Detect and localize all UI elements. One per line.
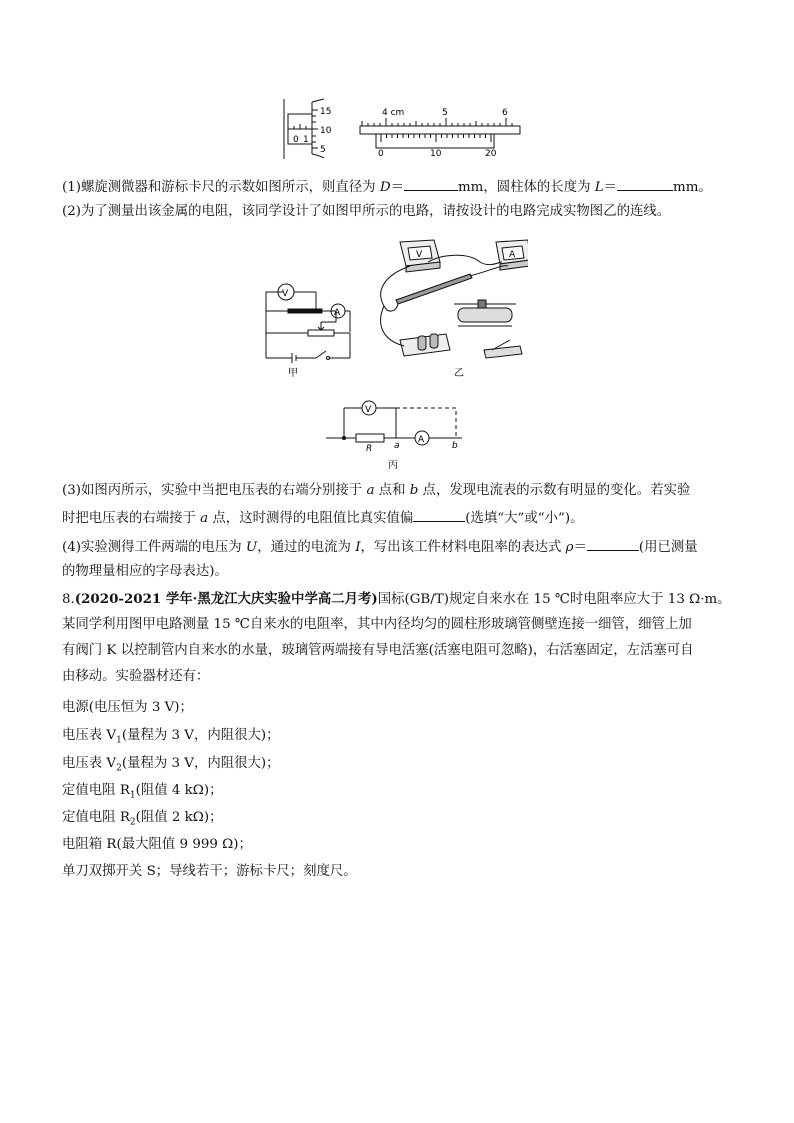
vernier-label-20: 20 xyxy=(485,149,497,159)
micrometer-tick-15: 15 xyxy=(320,107,332,117)
question-4-line-1: (4)实验测得工件两端的电压为 U，通过的电流为 I，写出该工件材料电阻率的表达式 ρ＝ (用已测量 xyxy=(62,536,698,558)
question-8-line-2: 某同学利用图甲电路测量 15 ℃自来水的电阻率，其中内径均匀的圆柱形玻璃管侧壁连接一细管，细管上加 xyxy=(62,617,692,632)
micrometer-tick-10: 10 xyxy=(320,126,332,136)
yi-ammeter-label: A xyxy=(509,250,516,260)
micrometer-zero: 0 xyxy=(293,135,299,145)
micrometer-tick-5: 5 xyxy=(320,145,326,155)
jia-ammeter-label: A xyxy=(334,308,341,318)
answer-blank-diameter[interactable] xyxy=(404,176,458,191)
setup-yi xyxy=(381,240,528,358)
question-8-line-1: 8.(2020-2021 学年·黑龙江大庆实验中学高二月考)国标(GB/T)规定自来水在 15 ℃时电阻率应大于 13 Ω·m。 xyxy=(62,591,731,607)
question-1: (1)螺旋测微器和游标卡尺的示数如图所示，则直径为 D＝ mm，圆柱体的长度为 L＝ mm。 xyxy=(62,176,712,198)
equipment-power-source: 电源(电压恒为 3 V)； xyxy=(62,700,193,715)
bing-voltmeter-label: V xyxy=(365,405,372,415)
question-3-line-2: 时把电压表的右端接于 a 点，这时测得的电阻值比真实值偏 (选填“大”或“小”)。 xyxy=(62,507,583,529)
circuit-jia xyxy=(266,284,350,363)
micrometer-one: 1 xyxy=(303,135,309,145)
answer-blank-resistivity[interactable] xyxy=(587,536,639,551)
caliper-label-5: 5 xyxy=(442,108,448,118)
equipment-resistance-box: 电阻箱 R(最大阻值 9 999 Ω)； xyxy=(62,837,252,852)
yi-caption: 乙 xyxy=(454,368,464,379)
measurement-figure xyxy=(276,96,522,162)
question-3-line-1: (3)如图丙所示，实验中当把电压表的右端分别接于 a 点和 b 点，发现电流表的示数有明显的变化。若实验 xyxy=(62,483,691,498)
equipment-resistor-1: 定值电阻 $R_1$(阻值 4 kΩ)； xyxy=(62,783,223,801)
equipment-voltmeter-1: 电压表 $V_1$(量程为 3 V，内阻很大)； xyxy=(62,728,280,746)
question-2: (2)为了测量出该金属的电阻，该同学设计了如图甲所示的电路，请按设计的电路完成实物图乙的连线。 xyxy=(62,204,671,219)
equipment-resistor-2: 定值电阻 $R_2$(阻值 2 kΩ)； xyxy=(62,810,223,828)
bing-ammeter-label: A xyxy=(418,435,425,445)
bing-resistor-label: R xyxy=(366,444,373,454)
caliper-label-4cm: 4 cm xyxy=(382,108,405,118)
circuit-figures xyxy=(258,236,528,380)
bing-point-a: a xyxy=(394,441,400,451)
question-8-line-3: 有阀门 K 以控制管内自来水的水量，玻璃管两端接有导电活塞(活塞电阻可忽略)，右活塞固定，左活塞可自 xyxy=(62,643,694,658)
bing-caption: 丙 xyxy=(388,460,398,471)
question-4-line-2: 的物理量相应的字母表达)。 xyxy=(62,564,228,579)
vernier-caliper xyxy=(360,118,520,148)
vernier-label-10: 10 xyxy=(430,149,442,159)
micrometer xyxy=(284,99,324,159)
equipment-misc: 单刀双掷开关 S；导线若干；游标卡尺；刻度尺。 xyxy=(62,864,357,879)
bing-point-b: b xyxy=(452,441,458,451)
jia-voltmeter-label: V xyxy=(282,289,289,299)
vernier-label-0: 0 xyxy=(378,149,384,159)
question-8-line-4: 由移动。实验器材还有： xyxy=(62,669,210,684)
caliper-label-6: 6 xyxy=(502,108,508,118)
circuit-bing xyxy=(326,398,462,472)
equipment-voltmeter-2: 电压表 $V_2$(量程为 3 V，内阻很大)； xyxy=(62,756,280,774)
jia-caption: 甲 xyxy=(288,368,298,379)
answer-blank-length[interactable] xyxy=(617,176,673,191)
question-8-source: (2020-2021 学年·黑龙江大庆实验中学高二月考) xyxy=(74,591,378,607)
answer-blank-bias[interactable] xyxy=(413,507,465,522)
yi-voltmeter-label: V xyxy=(416,250,423,260)
